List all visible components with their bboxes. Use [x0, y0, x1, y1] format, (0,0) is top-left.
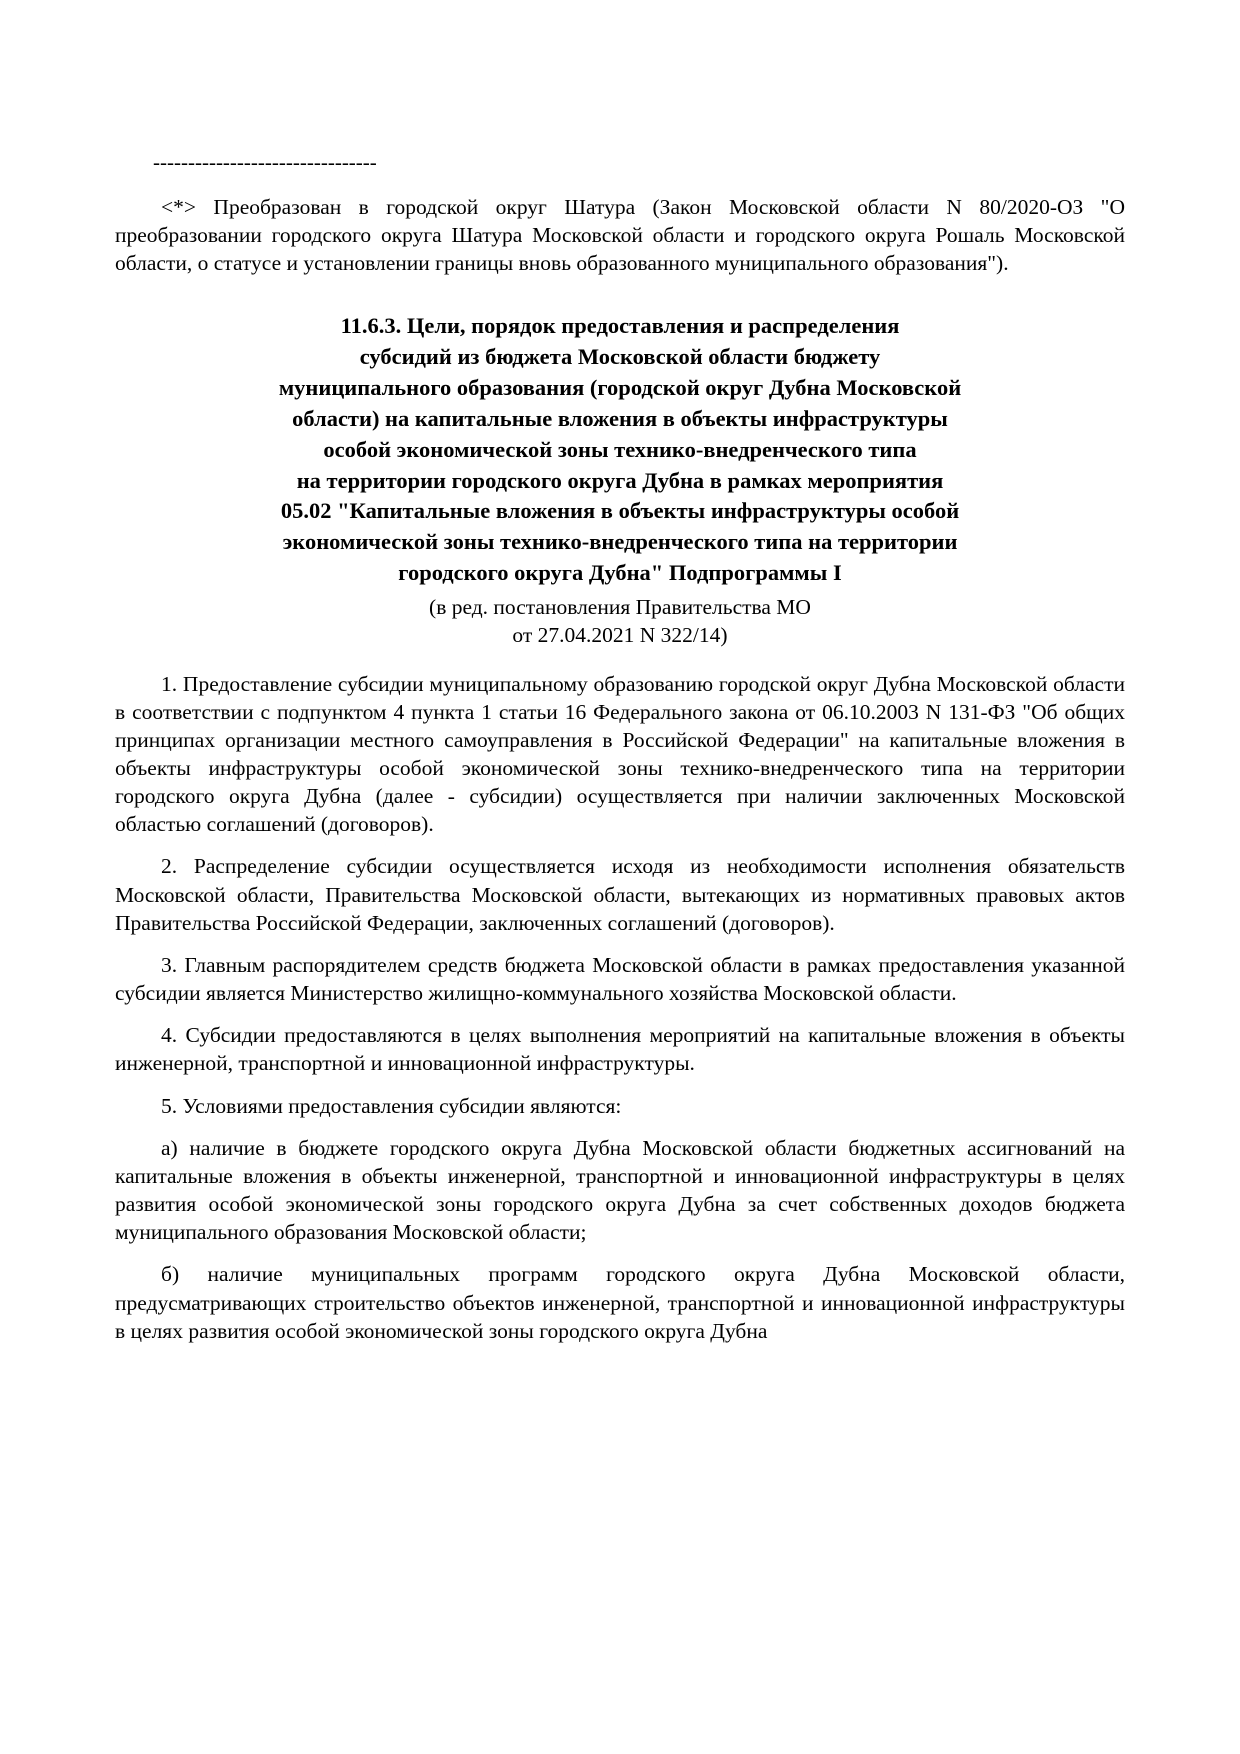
paragraph-2: 2. Распределение субсидии осуществляется исходя из необходимости исполнения обязательств Московской области, Правительства Московской области, вытекающих из нормативных правовых актов Правительства Российской Федерации, заключенных соглашений (договоров). — [115, 854, 1125, 935]
heading-spacer — [115, 650, 1125, 670]
paragraph-5b: б) наличие муниципальных программ городского округа Дубна Московской области, предусматривающих строительство объектов инженерной, транспортной и инновационной инфраструктуры в целях развития особой экономической зоны городского округа Дубна — [115, 1262, 1125, 1343]
heading-line-7: 05.02 "Капитальные вложения в объекты инфраструктуры особой — [280, 498, 960, 524]
paragraph-3: 3. Главным распорядителем средств бюджета Московской области в рамках предоставления указанной субсидии является Министерство жилищно-коммунального хозяйства Московской области. — [115, 952, 1125, 1006]
heading-line-6: на территории городского округа Дубна в рамках мероприятия — [296, 467, 944, 493]
heading-line-3: муниципального образования (городской округ Дубна Московской — [278, 375, 962, 401]
paragraph-1: 1. Предоставление субсидии муниципальному образованию городской округ Дубна Московской области в соответствии с подпунктом 4 пункта 1 статьи 16 Федерального закона от 06.10.2003 N 131-ФЗ "Об общих принципах организации местного самоуправления в Российской Федерации" на капитальные вложения в объекты инфраструктуры особой экономической зоны технико-внедренческого типа на территории городского округа Дубна (далее - субсидии) осуществляется при наличии заключенных Московской областью соглашений (договоров). — [115, 671, 1125, 837]
footnote-paragraph: <*> Преобразован в городской округ Шатура (Закон Московской области N 80/2020-ОЗ "О преобразовании городского округа Шатура Московской области и городского округа Рошаль Московской области, о статусе и установлении границы вновь образованного муниципального образования"). — [115, 195, 1125, 276]
heading-line-1: 11.6.3. Цели, порядок предоставления и распределения — [340, 313, 900, 339]
paragraph-5: 5. Условиями предоставления субсидии являются: — [161, 1093, 622, 1118]
paragraph-5a: а) наличие в бюджете городского округа Дубна Московской области бюджетных ассигнований на капитальные вложения в объекты инженерной, транспортной и инновационной инфраструктуры в целях развития особой экономической зоны городского округа Дубна за счет собственных доходов бюджета муниципального образования Московской области; — [115, 1135, 1125, 1245]
heading-line-8: экономической зоны технико-внедренческого типа на территории — [282, 529, 958, 555]
amendment-line-1: (в ред. постановления Правительства МО — [429, 594, 811, 619]
heading-line-4: области) на капитальные вложения в объекты инфраструктуры — [292, 405, 948, 431]
heading-line-5: особой экономической зоны технико-внедренческого типа — [323, 436, 917, 462]
heading-line-2: субсидий из бюджета Московской области бюджету — [359, 344, 881, 370]
heading-line-9: городского округа Дубна" Подпрограммы I — [398, 559, 842, 585]
amendment-line-2: от 27.04.2021 N 322/14) — [512, 623, 728, 648]
paragraph-4: 4. Субсидии предоставляются в целях выполнения мероприятий на капитальные вложения в объекты инженерной, транспортной и инновационной инфраструктуры. — [115, 1023, 1125, 1076]
section-heading — [115, 311, 1125, 588]
heading-amendment-note — [115, 593, 1125, 650]
section-divider: -------------------------------- — [153, 150, 377, 174]
